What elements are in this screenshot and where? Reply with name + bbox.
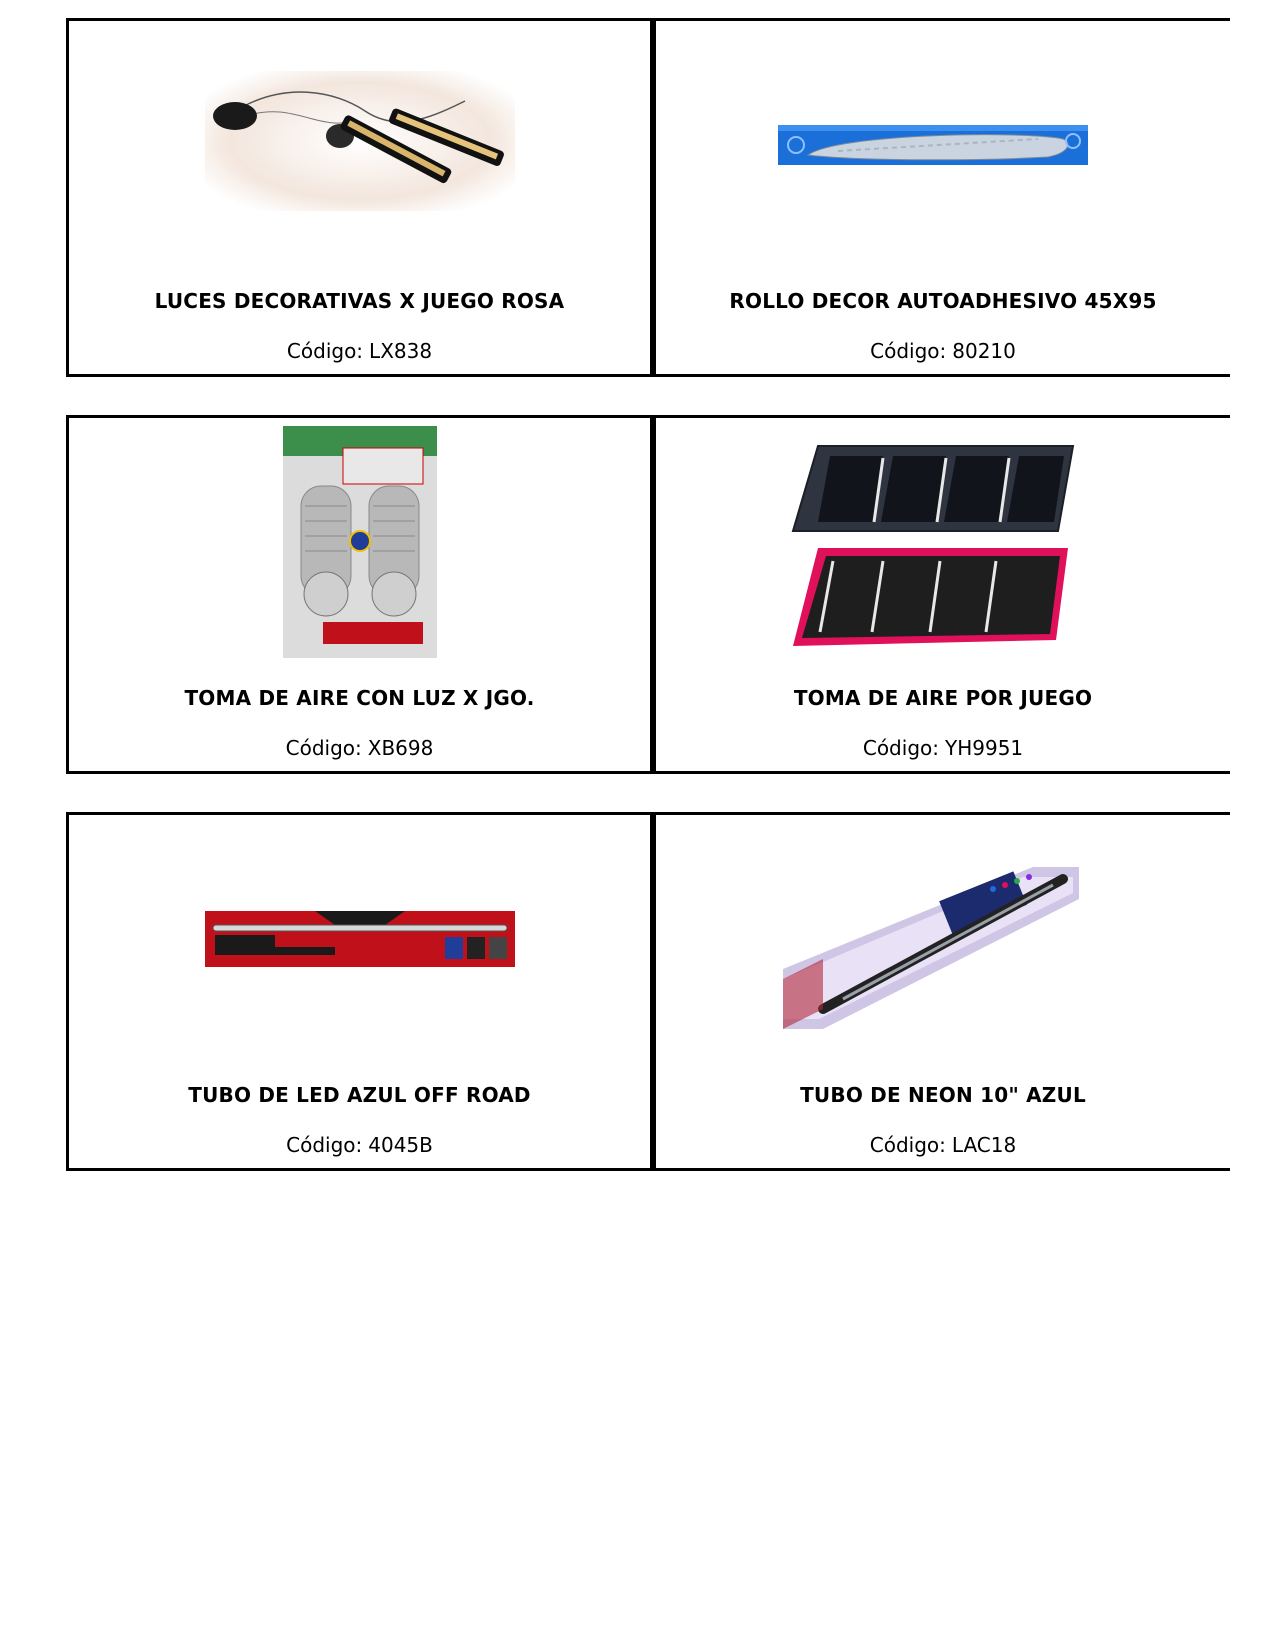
code-label: Código: bbox=[286, 1133, 363, 1157]
code-value: LX838 bbox=[369, 339, 433, 363]
product-name: TUBO DE LED AZUL OFF ROAD bbox=[188, 1083, 531, 1107]
code-label: Código: bbox=[285, 736, 362, 760]
code-value: 4045B bbox=[368, 1133, 433, 1157]
product-card bbox=[653, 18, 1230, 377]
code-value: 80210 bbox=[952, 339, 1016, 363]
air-intake-set-icon bbox=[788, 436, 1078, 648]
code-value: XB698 bbox=[367, 736, 434, 760]
product-name: ROLLO DECOR AUTOADHESIVO 45X95 bbox=[729, 289, 1157, 313]
product-card bbox=[66, 415, 653, 774]
code-value: YH9951 bbox=[944, 736, 1024, 760]
code-label: Código: bbox=[869, 1133, 946, 1157]
product-card bbox=[653, 812, 1230, 1171]
code-label: Código: bbox=[870, 339, 947, 363]
product-name: TOMA DE AIRE CON LUZ X JGO. bbox=[184, 686, 535, 710]
code-label: Código: bbox=[286, 339, 364, 363]
product-name: TUBO DE NEON 10" AZUL bbox=[800, 1083, 1086, 1107]
code-value: LAC18 bbox=[951, 1133, 1017, 1157]
product-card bbox=[66, 812, 653, 1171]
led-tube-icon bbox=[205, 911, 515, 967]
adhesive-roll-icon bbox=[778, 125, 1088, 165]
decorative-lights-icon bbox=[205, 71, 515, 211]
product-code bbox=[656, 1133, 1230, 1157]
product-name: LUCES DECORATIVAS X JUEGO ROSA bbox=[154, 289, 565, 313]
product-code bbox=[69, 736, 650, 760]
product-code bbox=[69, 1133, 650, 1157]
air-intake-light-icon bbox=[283, 426, 437, 658]
neon-tube-icon bbox=[783, 859, 1083, 1029]
product-code bbox=[69, 339, 650, 363]
code-label: Código: bbox=[862, 736, 939, 760]
product-card bbox=[66, 18, 653, 377]
product-card bbox=[653, 415, 1230, 774]
product-code bbox=[656, 339, 1230, 363]
product-code bbox=[656, 736, 1230, 760]
product-name: TOMA DE AIRE POR JUEGO bbox=[793, 686, 1093, 710]
